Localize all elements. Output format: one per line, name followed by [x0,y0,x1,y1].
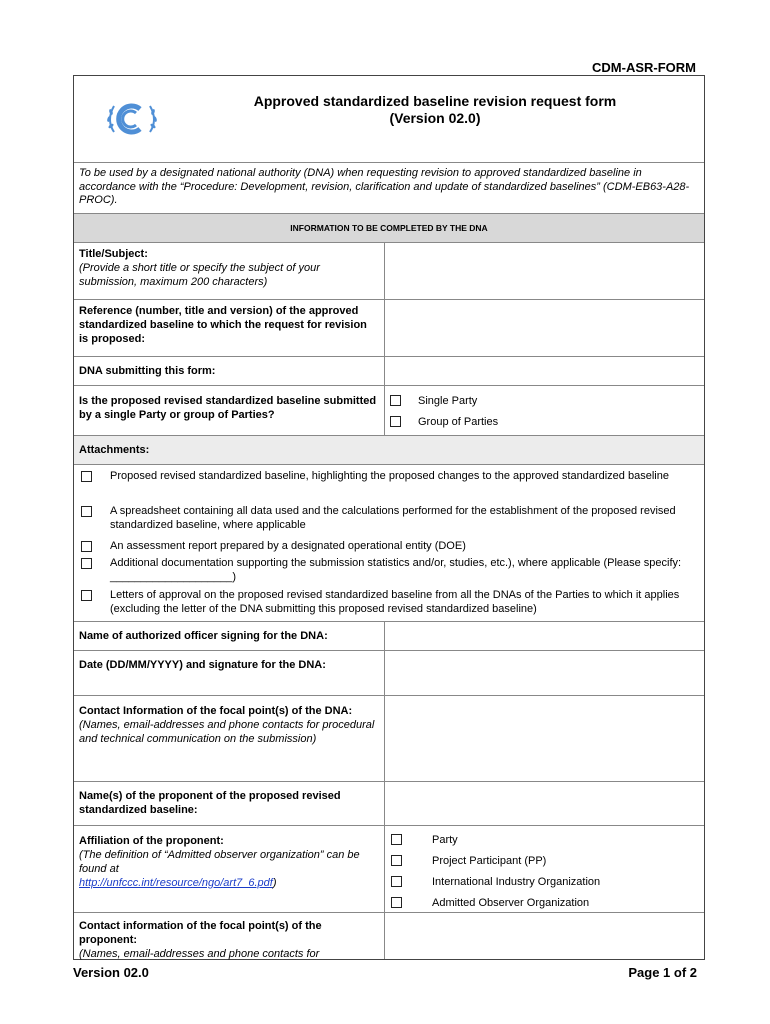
form-header [74,76,704,162]
title-line-2: (Version 02.0) [389,110,481,126]
party-label: Party [432,833,458,846]
officer-label: Name of authorized officer signing for the DNA: [79,630,328,642]
industry-organization-checkbox[interactable] [391,876,402,887]
dna-submitting-label: DNA submitting this form: [79,365,216,377]
affiliation-hint-end: ) [272,877,277,889]
party-question-row [74,385,704,435]
attachment-checkbox[interactable] [81,590,92,601]
observer-organization-label: Admitted Observer Organization [432,896,590,909]
party-checkbox[interactable] [391,834,402,845]
footer-version: Version 02.0 [73,965,149,980]
form-sheet [73,75,705,960]
single-party-label: Single Party [418,394,478,407]
unfccc-logo [74,76,166,149]
date-signature-label: Date (DD/MM/YYYY) and signature for the DNA: [79,659,326,671]
project-participant-option[interactable] [391,850,699,871]
form-code: CDM-ASR-FORM [592,60,696,75]
contact-proponent-hint: (Names, email-addresses and phone contacts for [79,948,320,960]
attachment-checkbox[interactable] [81,558,92,569]
affiliation-link-line [79,877,277,889]
observer-organization-checkbox[interactable] [391,897,402,908]
officer-field[interactable] [385,622,704,650]
attachment-checkbox[interactable] [81,541,92,552]
affiliation-row [74,825,704,912]
attachment-text: A spreadsheet containing all data used and the calculations performed for the establishment of the proposed revised standardized baseline, where applicable [110,505,676,531]
attachment-checkbox[interactable] [81,506,92,517]
contact-dna-hint: (Names, email-addresses and phone contacts for procedural and technical communication on the submission) [79,719,375,745]
affiliation-label: Affiliation of the proponent: [79,835,224,847]
contact-proponent-field[interactable] [385,913,704,959]
title-line-1: Approved standardized baseline revision request form [253,93,617,109]
attachments-header [74,435,704,464]
form-title [166,76,704,127]
officer-row [74,621,704,650]
project-participant-checkbox[interactable] [391,855,402,866]
contact-proponent-row [74,912,704,959]
un-emblem-icon [102,94,162,144]
contact-dna-label: Contact Information of the focal point(s) of the DNA: [79,705,353,717]
reference-field[interactable] [385,300,704,356]
title-subject-hint: (Provide a short title or specify the subject of your submission, maximum 200 characters) [79,262,320,288]
attachment-text: Letters of approval on the proposed revised standardized baseline from all the DNAs of the Parties to which it applies (excluding the letter of the DNA submitting this proposed revised standardized baseline) [110,589,680,615]
observer-organization-option[interactable] [391,892,699,913]
attachments-list [74,464,704,621]
proponent-names-row [74,781,704,825]
attachment-item[interactable] [74,469,704,504]
affiliation-hint: (The definition of “Admitted observer organization” can be found at [79,849,360,875]
attachment-text: Proposed revised standardized baseline, highlighting the proposed changes to the approved standardized baseline [110,470,669,482]
contact-dna-field[interactable] [385,696,704,781]
footer-page-number: Page 1 of 2 [628,965,697,980]
intro-text: To be used by a designated national authority (DNA) when requesting revision to approved standardized baseline in accordance with the “Procedure: Development, revision, clarification and update of standardized baselines” (CDM-EB63-A28-PROC). [74,162,704,213]
title-subject-row [74,242,704,299]
industry-organization-option[interactable] [391,871,699,892]
attachment-text: Additional documentation supporting the submission statistics and/or, studies, etc.), where applicable (Please specify: ____________________) [110,557,682,583]
contact-proponent-label: Contact information of the focal point(s) of the proponent: [79,920,322,946]
party-option[interactable] [391,829,699,850]
project-participant-label: Project Participant (PP) [432,854,547,867]
section-header: INFORMATION TO BE COMPLETED BY THE DNA [74,213,704,242]
title-subject-field[interactable] [385,243,704,299]
attachment-text: An assessment report prepared by a designated operational entity (DOE) [110,540,466,552]
dna-submitting-row [74,356,704,385]
attachment-item[interactable] [74,539,704,556]
attachment-checkbox[interactable] [81,471,92,482]
reference-row [74,299,704,356]
reference-label: Reference (number, title and version) of the approved standardized baseline to which the request for revision is proposed: [79,305,367,345]
proponent-names-field[interactable] [385,782,704,825]
attachment-item[interactable] [74,588,704,618]
group-of-parties-checkbox[interactable] [390,416,401,427]
group-of-parties-option[interactable] [390,411,699,432]
single-party-option[interactable] [390,390,699,411]
date-signature-field[interactable] [385,651,704,695]
party-question-label: Is the proposed revised standardized baseline submitted by a single Party or group of Parties? [79,395,377,421]
industry-organization-label: International Industry Organization [432,875,601,888]
date-signature-row [74,650,704,695]
attachment-item[interactable] [74,504,704,539]
single-party-checkbox[interactable] [390,395,401,406]
proponent-names-label: Name(s) of the proponent of the proposed revised standardized baseline: [79,790,341,816]
dna-submitting-field[interactable] [385,357,704,385]
attachments-label: Attachments: [79,444,150,456]
contact-dna-row [74,695,704,781]
group-of-parties-label: Group of Parties [418,415,499,428]
observer-definition-link[interactable]: http://unfccc.int/resource/ngo/art7_6.pdf [79,877,273,889]
title-subject-label: Title/Subject: [79,248,148,260]
attachment-item[interactable] [74,556,704,588]
